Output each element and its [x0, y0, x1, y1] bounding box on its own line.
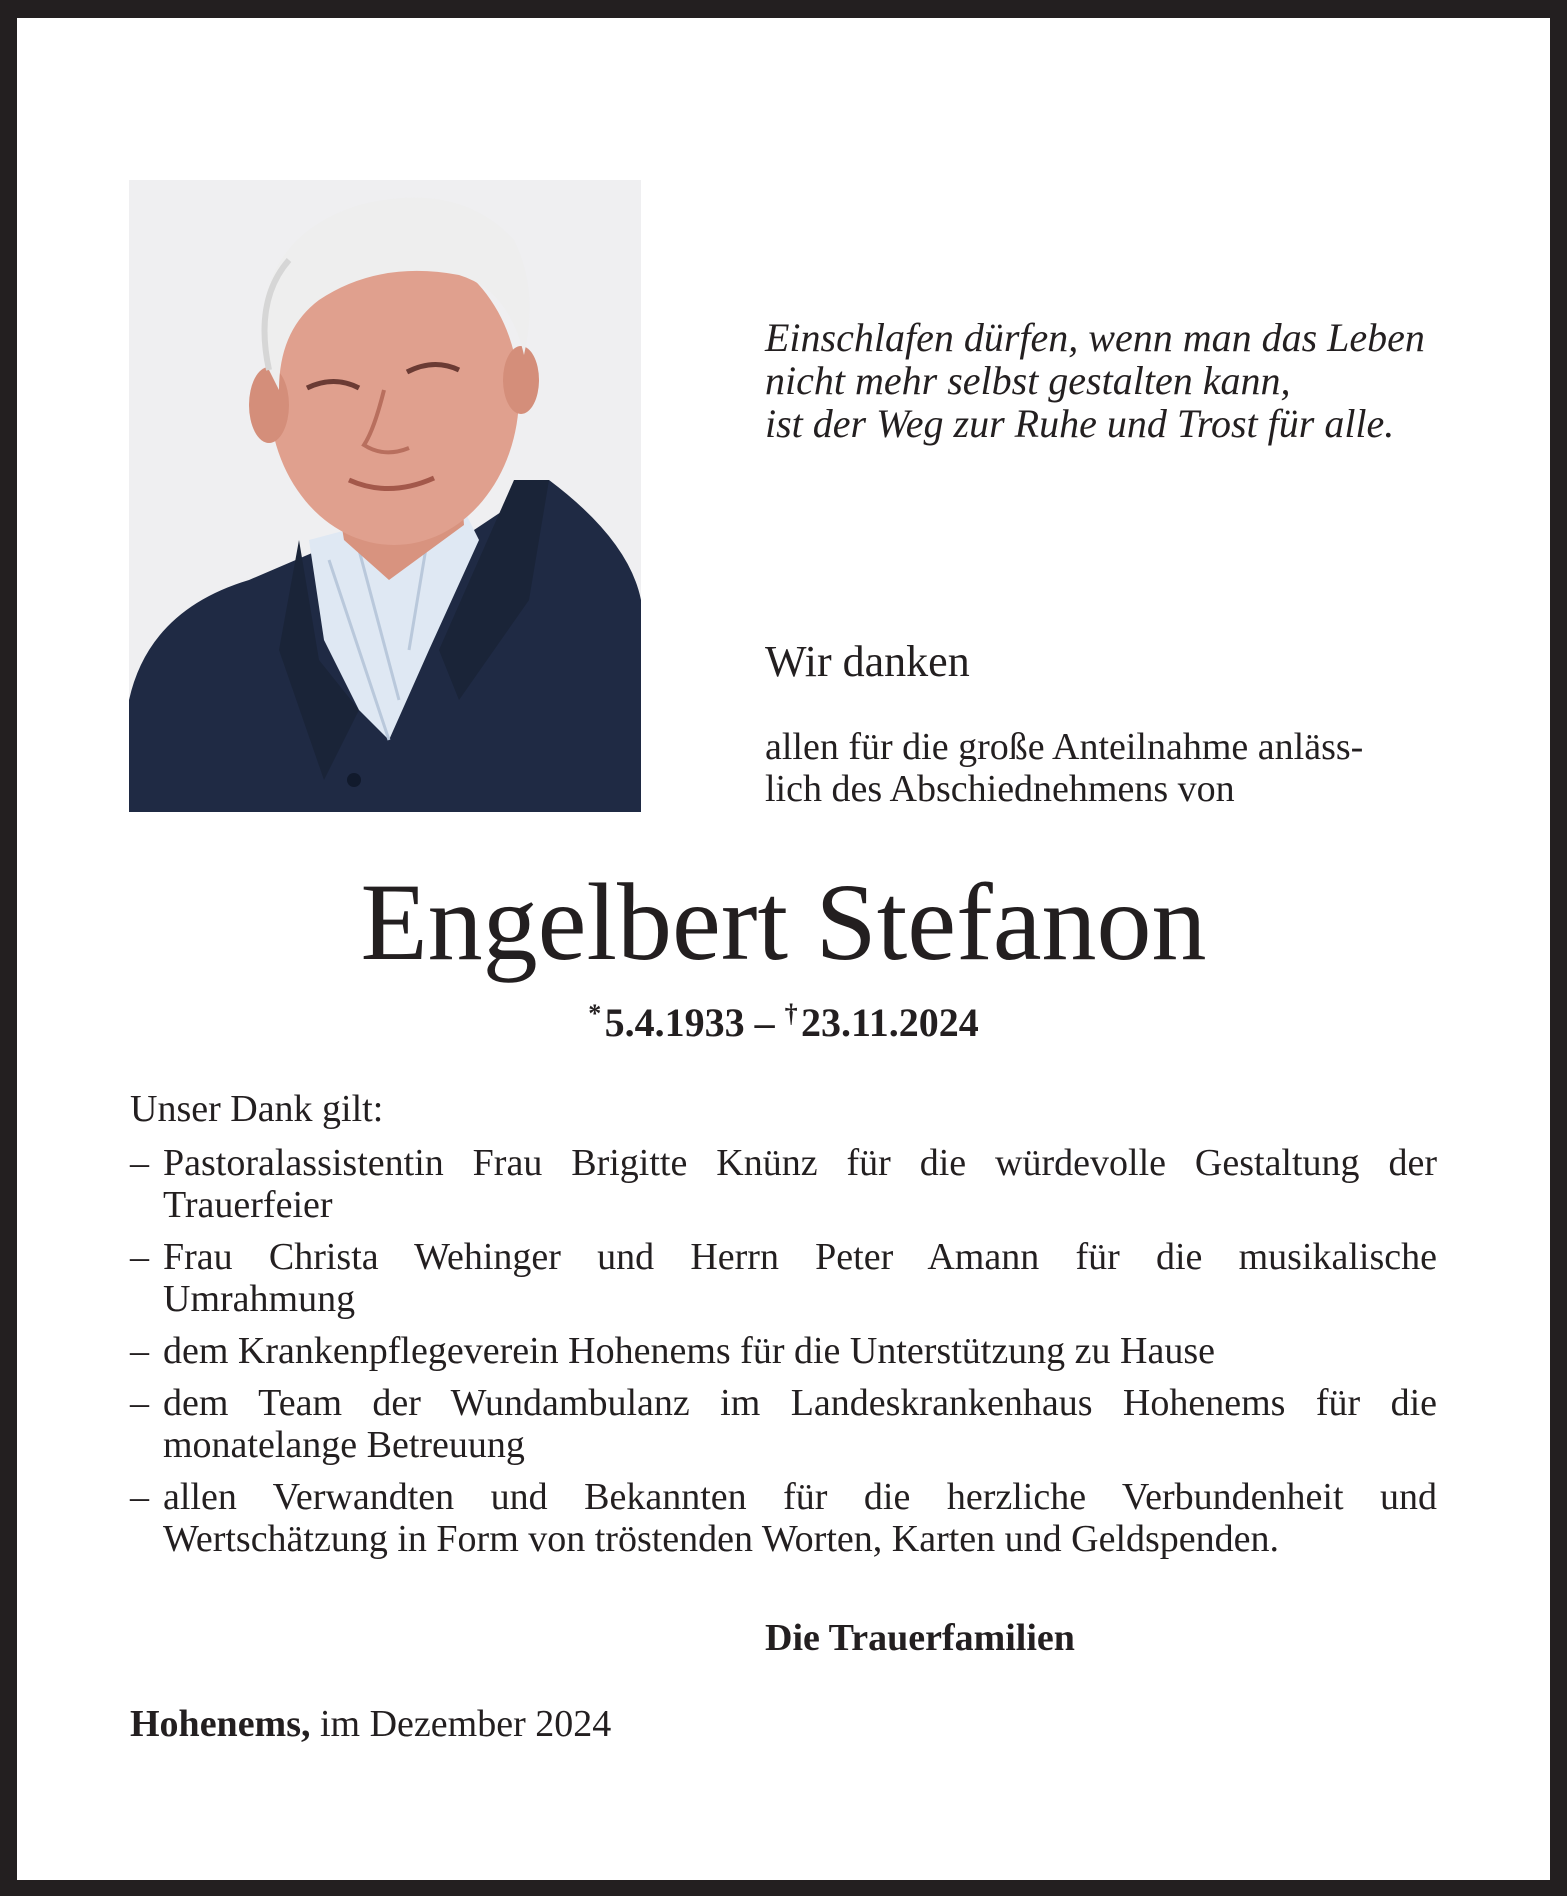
thanks-line: lich des Abschiednehmens von [765, 768, 1235, 810]
list-item-line: Trauerfeier [163, 1184, 333, 1226]
deceased-name: Engelbert Stefanon [360, 861, 1207, 983]
birth-symbol: * [588, 999, 602, 1028]
list-item [130, 1476, 1437, 1560]
death-symbol: † [784, 999, 798, 1028]
thanks-text [765, 726, 1363, 810]
place-date [130, 1703, 611, 1745]
death-date: 23.11.2024 [800, 1000, 979, 1045]
quote-line: ist der Weg zur Ruhe und Trost für alle. [765, 401, 1395, 446]
dash-bullet: – [130, 1236, 149, 1278]
list-item [130, 1236, 1437, 1320]
life-dates [0, 990, 1567, 1047]
list-item-line: Pastoralassistentin Frau Brigitte Knünz für die würdevolle Gestaltung der [163, 1142, 1437, 1184]
dash-bullet: – [130, 1330, 149, 1372]
quote-line: Einschlafen dürfen, wenn man das Leben [765, 315, 1425, 360]
birth-date: 5.4.1933 [604, 1000, 745, 1045]
list-item-line: monatelange Betreuung [163, 1424, 525, 1466]
list-item-line: allen Verwandten und Bekannten für die herzliche Verbundenheit und [163, 1476, 1437, 1518]
dash-bullet: – [130, 1142, 149, 1184]
place-name: Hohenems, [130, 1703, 311, 1745]
quote-line: nicht mehr selbst gestalten kann, [765, 358, 1291, 403]
dash-bullet: – [130, 1382, 149, 1424]
list-item [130, 1330, 1437, 1372]
portrait-photo [129, 180, 641, 812]
list-item [130, 1382, 1437, 1466]
date-separator: – [754, 1000, 775, 1045]
thanks-heading: Wir danken [765, 637, 970, 686]
list-item-line: Frau Christa Wehinger und Herrn Peter Amann für die musikalische [163, 1236, 1437, 1278]
portrait-photo-icon [129, 180, 641, 812]
dank-list [130, 1142, 1437, 1570]
dash-bullet: – [130, 1476, 149, 1518]
date-text: im Dezember 2024 [320, 1703, 612, 1745]
list-item [130, 1142, 1437, 1226]
list-item-line: Wertschätzung in Form von tröstenden Worten, Karten und Geldspenden. [163, 1518, 1280, 1560]
memorial-quote [765, 316, 1465, 445]
list-item-line: Umrahmung [163, 1278, 356, 1320]
signature: Die Trauerfamilien [765, 1617, 1075, 1659]
dank-intro: Unser Dank gilt: [130, 1088, 384, 1130]
list-item-line: dem Krankenpflegeverein Hohenems für die Unterstützung zu Hause [163, 1330, 1216, 1372]
thanks-line: allen für die große Anteilnahme anläss- [765, 726, 1364, 768]
list-item-line: dem Team der Wundambulanz im Landeskrankenhaus Hohenems für die [163, 1382, 1437, 1424]
